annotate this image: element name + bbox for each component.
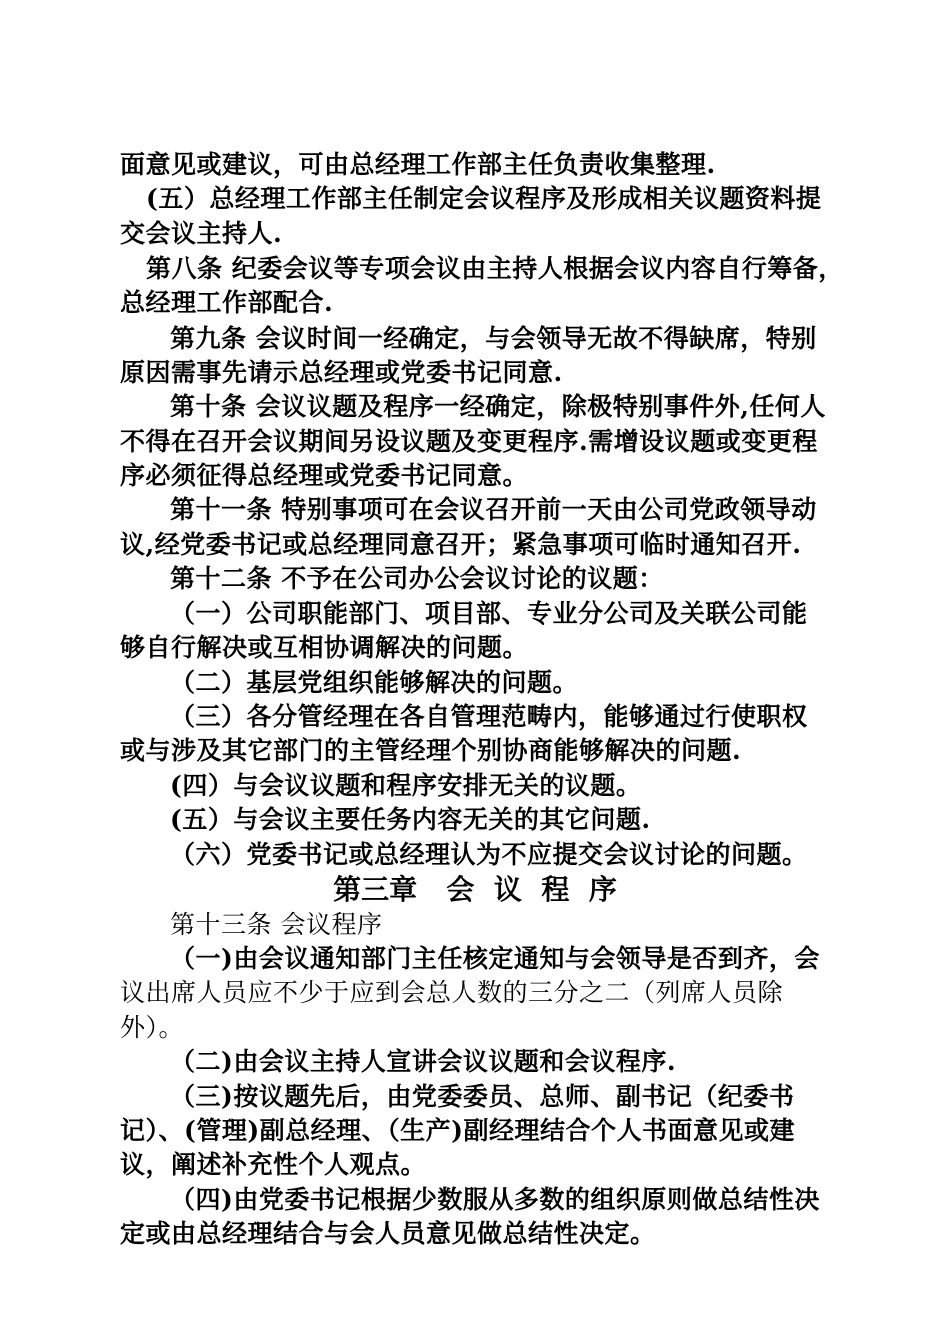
text-line: （一）公司职能部门、项目部、专业分公司及关联公司能 bbox=[170, 599, 808, 628]
text-line: 议,经党委书记或总经理同意召开；紧急事项可临时通知召开. bbox=[120, 530, 802, 559]
text-line: 第八条 纪委会议等专项会议由主持人根据会议内容自行筹备， bbox=[146, 254, 844, 283]
chapter-heading: 第三章 会 议 程 序 bbox=[333, 873, 617, 906]
text-line: 定或由总经理结合与会人员意见做总结性决定。 bbox=[120, 1219, 656, 1248]
text-line: （一)由会议通知部门主任核定通知与会领导是否到齐，会 bbox=[170, 944, 820, 973]
text-line: 外）。 bbox=[120, 1013, 185, 1042]
text-line: 议出席人员应不少于应到会总人数的三分之二（列席人员除 bbox=[120, 978, 784, 1007]
text-line: （二）基层党组织能够解决的问题。 bbox=[170, 668, 579, 697]
text-line: （二)由会议主持人宣讲会议议题和会议程序. bbox=[170, 1047, 677, 1076]
text-line: 序必须征得总经理或党委书记同意。 bbox=[120, 461, 529, 490]
text-line: 第十一条 特别事项可在会议召开前一天由公司党政领导动 bbox=[170, 495, 817, 524]
text-line: 够自行解决或互相协调解决的问题。 bbox=[120, 633, 529, 662]
text-line: 第十三条 会议程序 bbox=[170, 910, 383, 939]
text-line: (四）与会议议题和程序安排无关的议题。 bbox=[170, 771, 642, 800]
text-line: 不得在召开会议期间另设议题及变更程序.需增设议题或变更程 bbox=[120, 427, 818, 456]
text-line: 第十二条 不予在公司办公会议讨论的议题： bbox=[170, 564, 664, 593]
text-line: （六）党委书记或总经理认为不应提交会议讨论的问题。 bbox=[170, 840, 808, 869]
text-line: (五）与会议主要任务内容无关的其它问题. bbox=[170, 805, 651, 834]
text-line: 总经理工作部配合. bbox=[120, 288, 334, 317]
text-line: （三)按议题先后，由党委委员、总师、副书记（纪委书 bbox=[170, 1082, 795, 1111]
text-line: 第十条 会议议题及程序一经确定，除极特别事件外,任何人 bbox=[170, 392, 826, 421]
text-line: 议，阐述补充性个人观点。 bbox=[120, 1150, 427, 1179]
text-line: 或与涉及其它部门的主管经理个别协商能够解决的问题. bbox=[120, 736, 742, 765]
text-line: 记）、(管理)副总经理、（生产)副经理结合个人书面意见或建 bbox=[120, 1116, 795, 1145]
text-line: 交会议主持人. bbox=[120, 219, 283, 248]
text-line: 第九条 会议时间一经确定，与会领导无故不得缺席，特别 bbox=[170, 324, 817, 353]
text-line: 面意见或建议，可由总经理工作部主任负责收集整理. bbox=[120, 150, 716, 179]
text-line: （四)由党委书记根据少数服从多数的组织原则做总结性决 bbox=[170, 1185, 820, 1214]
text-line: 原因需事先请示总经理或党委书记同意. bbox=[120, 358, 563, 387]
text-line: (五）总经理工作部主任制定会议程序及形成相关议题资料提 bbox=[146, 184, 822, 213]
text-line: （三）各分管经理在各自管理范畴内，能够通过行使职权 bbox=[170, 702, 808, 731]
